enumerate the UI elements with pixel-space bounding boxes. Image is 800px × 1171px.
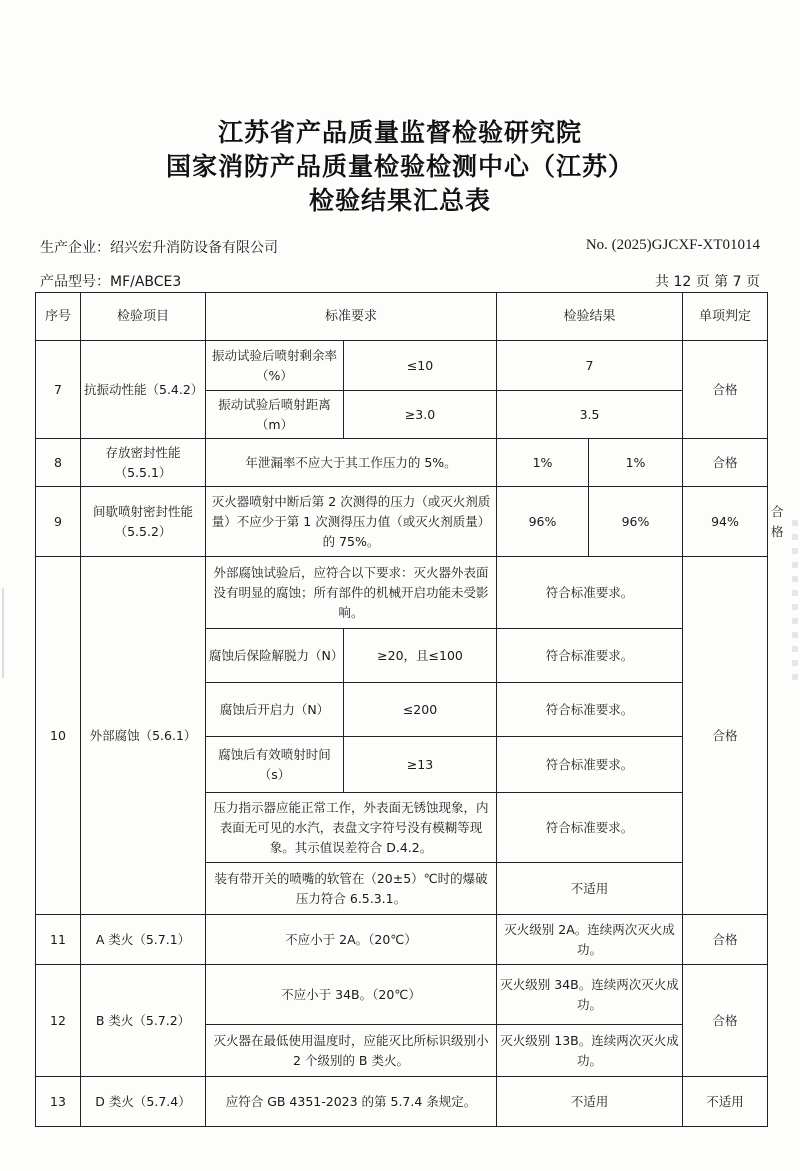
row-item: 外部腐蚀（5.6.1）	[81, 557, 206, 915]
institute-title: 江苏省产品质量监督检验研究院	[217, 118, 582, 147]
judgement: 合格	[683, 557, 768, 915]
table-row	[36, 341, 768, 391]
results-table	[35, 292, 784, 1127]
requirement: 灭火器在最低使用温度时，应能灭比所标识级别小 2 个级别的 B 类火。	[206, 1025, 497, 1077]
requirement: ≥3.0	[344, 391, 497, 439]
table-row: 9 间歇喷射密封性能（5.5.2） 灭火器喷射中断后第 2 次测得的压力（或灭火剂质量）不应少于第 1 次测得压力值（或灭火剂质量）的 75%。 96% 96% 94% 合格	[36, 487, 768, 557]
sub-item: 腐蚀后有效喷射时间（s）	[206, 737, 344, 793]
result: 符合标准要求。	[497, 629, 683, 683]
page-indicator: 共 12 页 第 7 页	[655, 274, 760, 290]
judgement: 合格	[683, 439, 768, 487]
result: 灭火级别 13B。连续两次灭火成功。	[497, 1025, 683, 1077]
result: 符合标准要求。	[497, 683, 683, 737]
table-row	[36, 915, 768, 965]
product-model: 产品型号：MF/ABCE3	[40, 274, 182, 290]
sub-item: 振动试验后喷射距离（m）	[206, 391, 344, 439]
row-item: 间歇喷射密封性能（5.5.2）	[81, 487, 206, 557]
table-row	[36, 439, 768, 487]
requirement: ≥13	[344, 737, 497, 793]
requirement: 外部腐蚀试验后，应符合以下要求：灭火器外表面没有明显的腐蚀；所有部件的机械开启功能未受影响。	[206, 557, 497, 629]
result: 94%	[683, 487, 768, 557]
result: 96%	[497, 487, 589, 557]
requirement: 年泄漏率不应大于其工作压力的 5%。	[206, 439, 497, 487]
col-item: 检验项目	[81, 293, 206, 341]
requirement: 压力指示器应能正常工作，外表面无锈蚀现象，内表面无可见的水汽，表盘文字符号没有模糊等现象。其示值误差符合 D.4.2。	[206, 793, 497, 863]
result: 符合标准要求。	[497, 557, 683, 629]
judgement: 不适用	[683, 1077, 768, 1127]
table-title: 检验结果汇总表	[308, 186, 491, 215]
requirement: 不应小于 34B。（20℃）	[206, 965, 497, 1025]
manufacturer: 生产企业：绍兴宏升消防设备有限公司	[40, 240, 278, 256]
row-item: 存放密封性能（5.5.1）	[81, 439, 206, 487]
requirement: 不应小于 2A。（20℃）	[206, 915, 497, 965]
scan-edge-mark	[2, 588, 4, 678]
meta-line-1	[40, 237, 760, 257]
col-no: 序号	[36, 293, 81, 341]
row-no: 13	[36, 1077, 81, 1127]
table-row	[36, 557, 768, 629]
result: 灭火级别 34B。连续两次灭火成功。	[497, 965, 683, 1025]
meta-line-2	[40, 271, 760, 291]
row-item: 抗振动性能（5.4.2）	[81, 341, 206, 439]
report-number: No. (2025)GJCXF-XT01014	[585, 237, 760, 253]
row-no: 12	[36, 965, 81, 1077]
table-row	[36, 965, 768, 1025]
table-row	[36, 1077, 768, 1127]
result: 7	[497, 341, 683, 391]
row-no: 10	[36, 557, 81, 915]
result: 符合标准要求。	[497, 793, 683, 863]
result: 1%	[589, 439, 683, 487]
row-no: 11	[36, 915, 81, 965]
result: 3.5	[497, 391, 683, 439]
document-titles	[0, 116, 800, 218]
requirement: ≤10	[344, 341, 497, 391]
result: 96%	[589, 487, 683, 557]
requirement: 应符合 GB 4351-2023 的第 5.7.4 条规定。	[206, 1077, 497, 1127]
result: 1%	[497, 439, 589, 487]
center-title: 国家消防产品质量检验检测中心（江苏）	[165, 152, 634, 181]
table-header	[36, 293, 768, 341]
row-item: A 类火（5.7.1）	[81, 915, 206, 965]
col-result: 检验结果	[497, 293, 683, 341]
result: 符合标准要求。	[497, 737, 683, 793]
scan-edge-mark-right	[792, 520, 798, 680]
judgement: 合格	[683, 965, 768, 1077]
requirement: 灭火器喷射中断后第 2 次测得的压力（或灭火剂质量）不应少于第 1 次测得压力值（或灭火剂质量）的 75%。	[206, 487, 497, 557]
sub-item: 腐蚀后保险解脱力（N）	[206, 629, 344, 683]
row-item: D 类火（5.7.4）	[81, 1077, 206, 1127]
row-no: 8	[36, 439, 81, 487]
result: 灭火级别 2A。连续两次灭火成功。	[497, 915, 683, 965]
result: 不适用	[497, 1077, 683, 1127]
requirement: ≤200	[344, 683, 497, 737]
result: 不适用	[497, 863, 683, 915]
judgement: 合格	[683, 915, 768, 965]
row-no: 7	[36, 341, 81, 439]
sub-item: 腐蚀后开启力（N）	[206, 683, 344, 737]
judgement: 合格	[683, 341, 768, 439]
requirement: 装有带开关的喷嘴的软管在（20±5）℃时的爆破压力符合 6.5.3.1。	[206, 863, 497, 915]
sub-item: 振动试验后喷射剩余率（%）	[206, 341, 344, 391]
row-item: B 类火（5.7.2）	[81, 965, 206, 1077]
col-judgement: 单项判定	[683, 293, 768, 341]
requirement: ≥20，且≤100	[344, 629, 497, 683]
col-requirement: 标准要求	[206, 293, 497, 341]
row-no: 9	[36, 487, 81, 557]
